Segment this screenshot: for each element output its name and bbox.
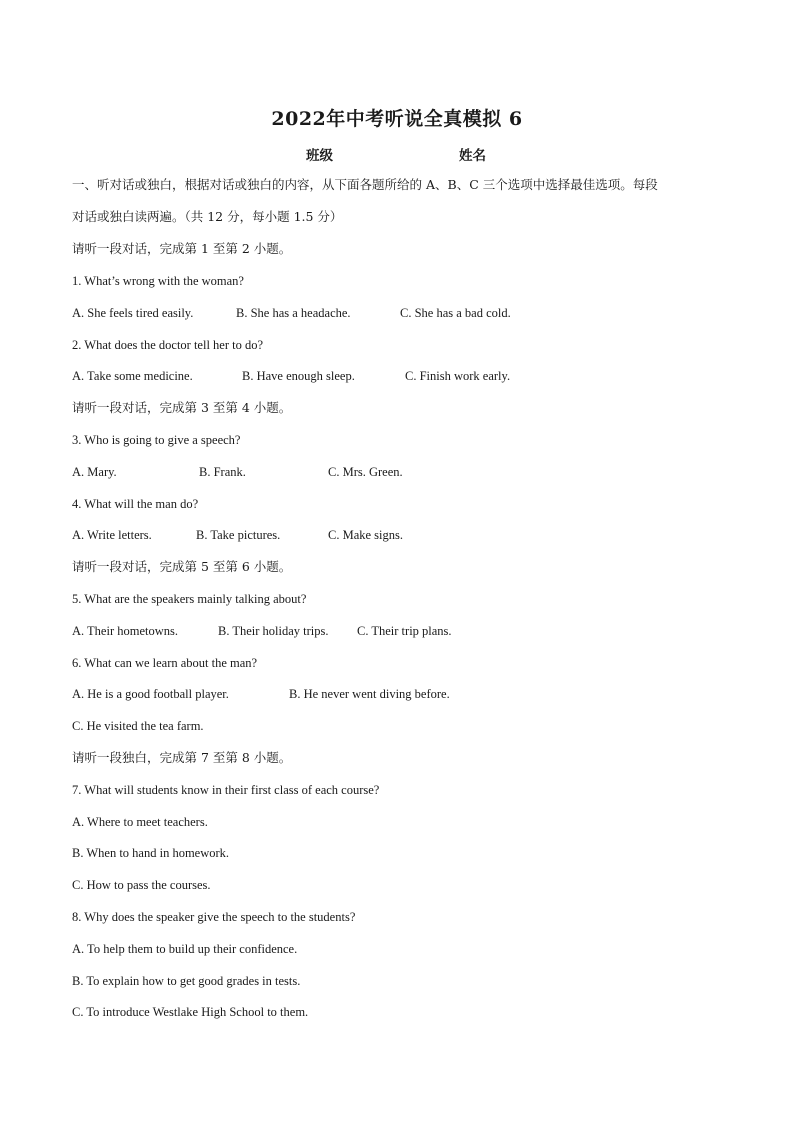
question-5: 5. What are the speakers mainly talking about? bbox=[72, 592, 307, 606]
option-1a: A. She feels tired easily. bbox=[72, 306, 194, 320]
page-title: 2022年中考听说全真模拟 6 bbox=[271, 108, 523, 130]
option-5b: B. Their holiday trips. bbox=[218, 624, 329, 638]
option-2c: C. Finish work early. bbox=[405, 369, 511, 383]
question-4: 4. What will the man do? bbox=[72, 497, 199, 511]
option-7a: A. Where to meet teachers. bbox=[72, 815, 208, 829]
question-3: 3. Who is going to give a speech? bbox=[72, 433, 241, 447]
option-3b: B. Frank. bbox=[199, 465, 246, 479]
option-4c: C. Make signs. bbox=[328, 528, 403, 542]
option-3c: C. Mrs. Green. bbox=[328, 465, 403, 479]
question-8: 8. Why does the speaker give the speech to the students? bbox=[72, 910, 356, 924]
group-instruction: 请听一段对话，完成第 1 至第 2 小题。 bbox=[72, 241, 292, 256]
question-7: 7. What will students know in their first class of each course? bbox=[72, 783, 380, 797]
question-1: 1. What’s wrong with the woman? bbox=[72, 274, 244, 288]
option-5c: C. Their trip plans. bbox=[357, 624, 452, 638]
option-8a: A. To help them to build up their confidence. bbox=[72, 942, 298, 956]
option-7b: B. When to hand in homework. bbox=[72, 846, 230, 860]
options-row-4 bbox=[72, 526, 722, 544]
option-6b: B. He never went diving before. bbox=[289, 687, 450, 701]
group-instruction: 请听一段对话，完成第 3 至第 4 小题。 bbox=[72, 400, 292, 415]
section-instruction-line-2: 对话或独白读两遍。（共 12 分，每小题 1.5 分） bbox=[72, 209, 343, 224]
option-2b: B. Have enough sleep. bbox=[242, 369, 355, 383]
options-row-5 bbox=[72, 622, 722, 640]
question-2: 2. What does the doctor tell her to do? bbox=[72, 338, 264, 352]
option-7c: C. How to pass the courses. bbox=[72, 878, 211, 892]
header-fields bbox=[0, 144, 794, 164]
option-5a: A. Their hometowns. bbox=[72, 624, 179, 638]
option-6a: A. He is a good football player. bbox=[72, 687, 229, 701]
group-instruction: 请听一段对话，完成第 5 至第 6 小题。 bbox=[72, 559, 292, 574]
option-6c: C. He visited the tea farm. bbox=[72, 719, 204, 733]
option-4a: A. Write letters. bbox=[72, 528, 152, 542]
option-1c: C. She has a bad cold. bbox=[400, 306, 511, 320]
group-instruction: 请听一段独白，完成第 7 至第 8 小题。 bbox=[72, 750, 292, 765]
options-row-3 bbox=[72, 463, 722, 481]
options-row-1 bbox=[72, 304, 722, 322]
option-1b: B. She has a headache. bbox=[236, 306, 351, 320]
class-field-label: 班级 bbox=[306, 148, 333, 164]
option-8b: B. To explain how to get good grades in tests. bbox=[72, 974, 301, 988]
name-field-label: 姓名 bbox=[459, 148, 486, 164]
option-3a: A. Mary. bbox=[72, 465, 117, 479]
question-6: 6. What can we learn about the man? bbox=[72, 656, 258, 670]
option-8c: C. To introduce Westlake High School to them. bbox=[72, 1005, 309, 1019]
options-row-6 bbox=[72, 685, 722, 703]
option-4b: B. Take pictures. bbox=[196, 528, 281, 542]
option-2a: A. Take some medicine. bbox=[72, 369, 193, 383]
options-row-2 bbox=[72, 367, 722, 385]
section-instruction-line-1: 一、听对话或独白，根据对话或独白的内容，从下面各题所给的 A、B、C 三个选项中选择最佳选项。每段 bbox=[72, 177, 658, 192]
